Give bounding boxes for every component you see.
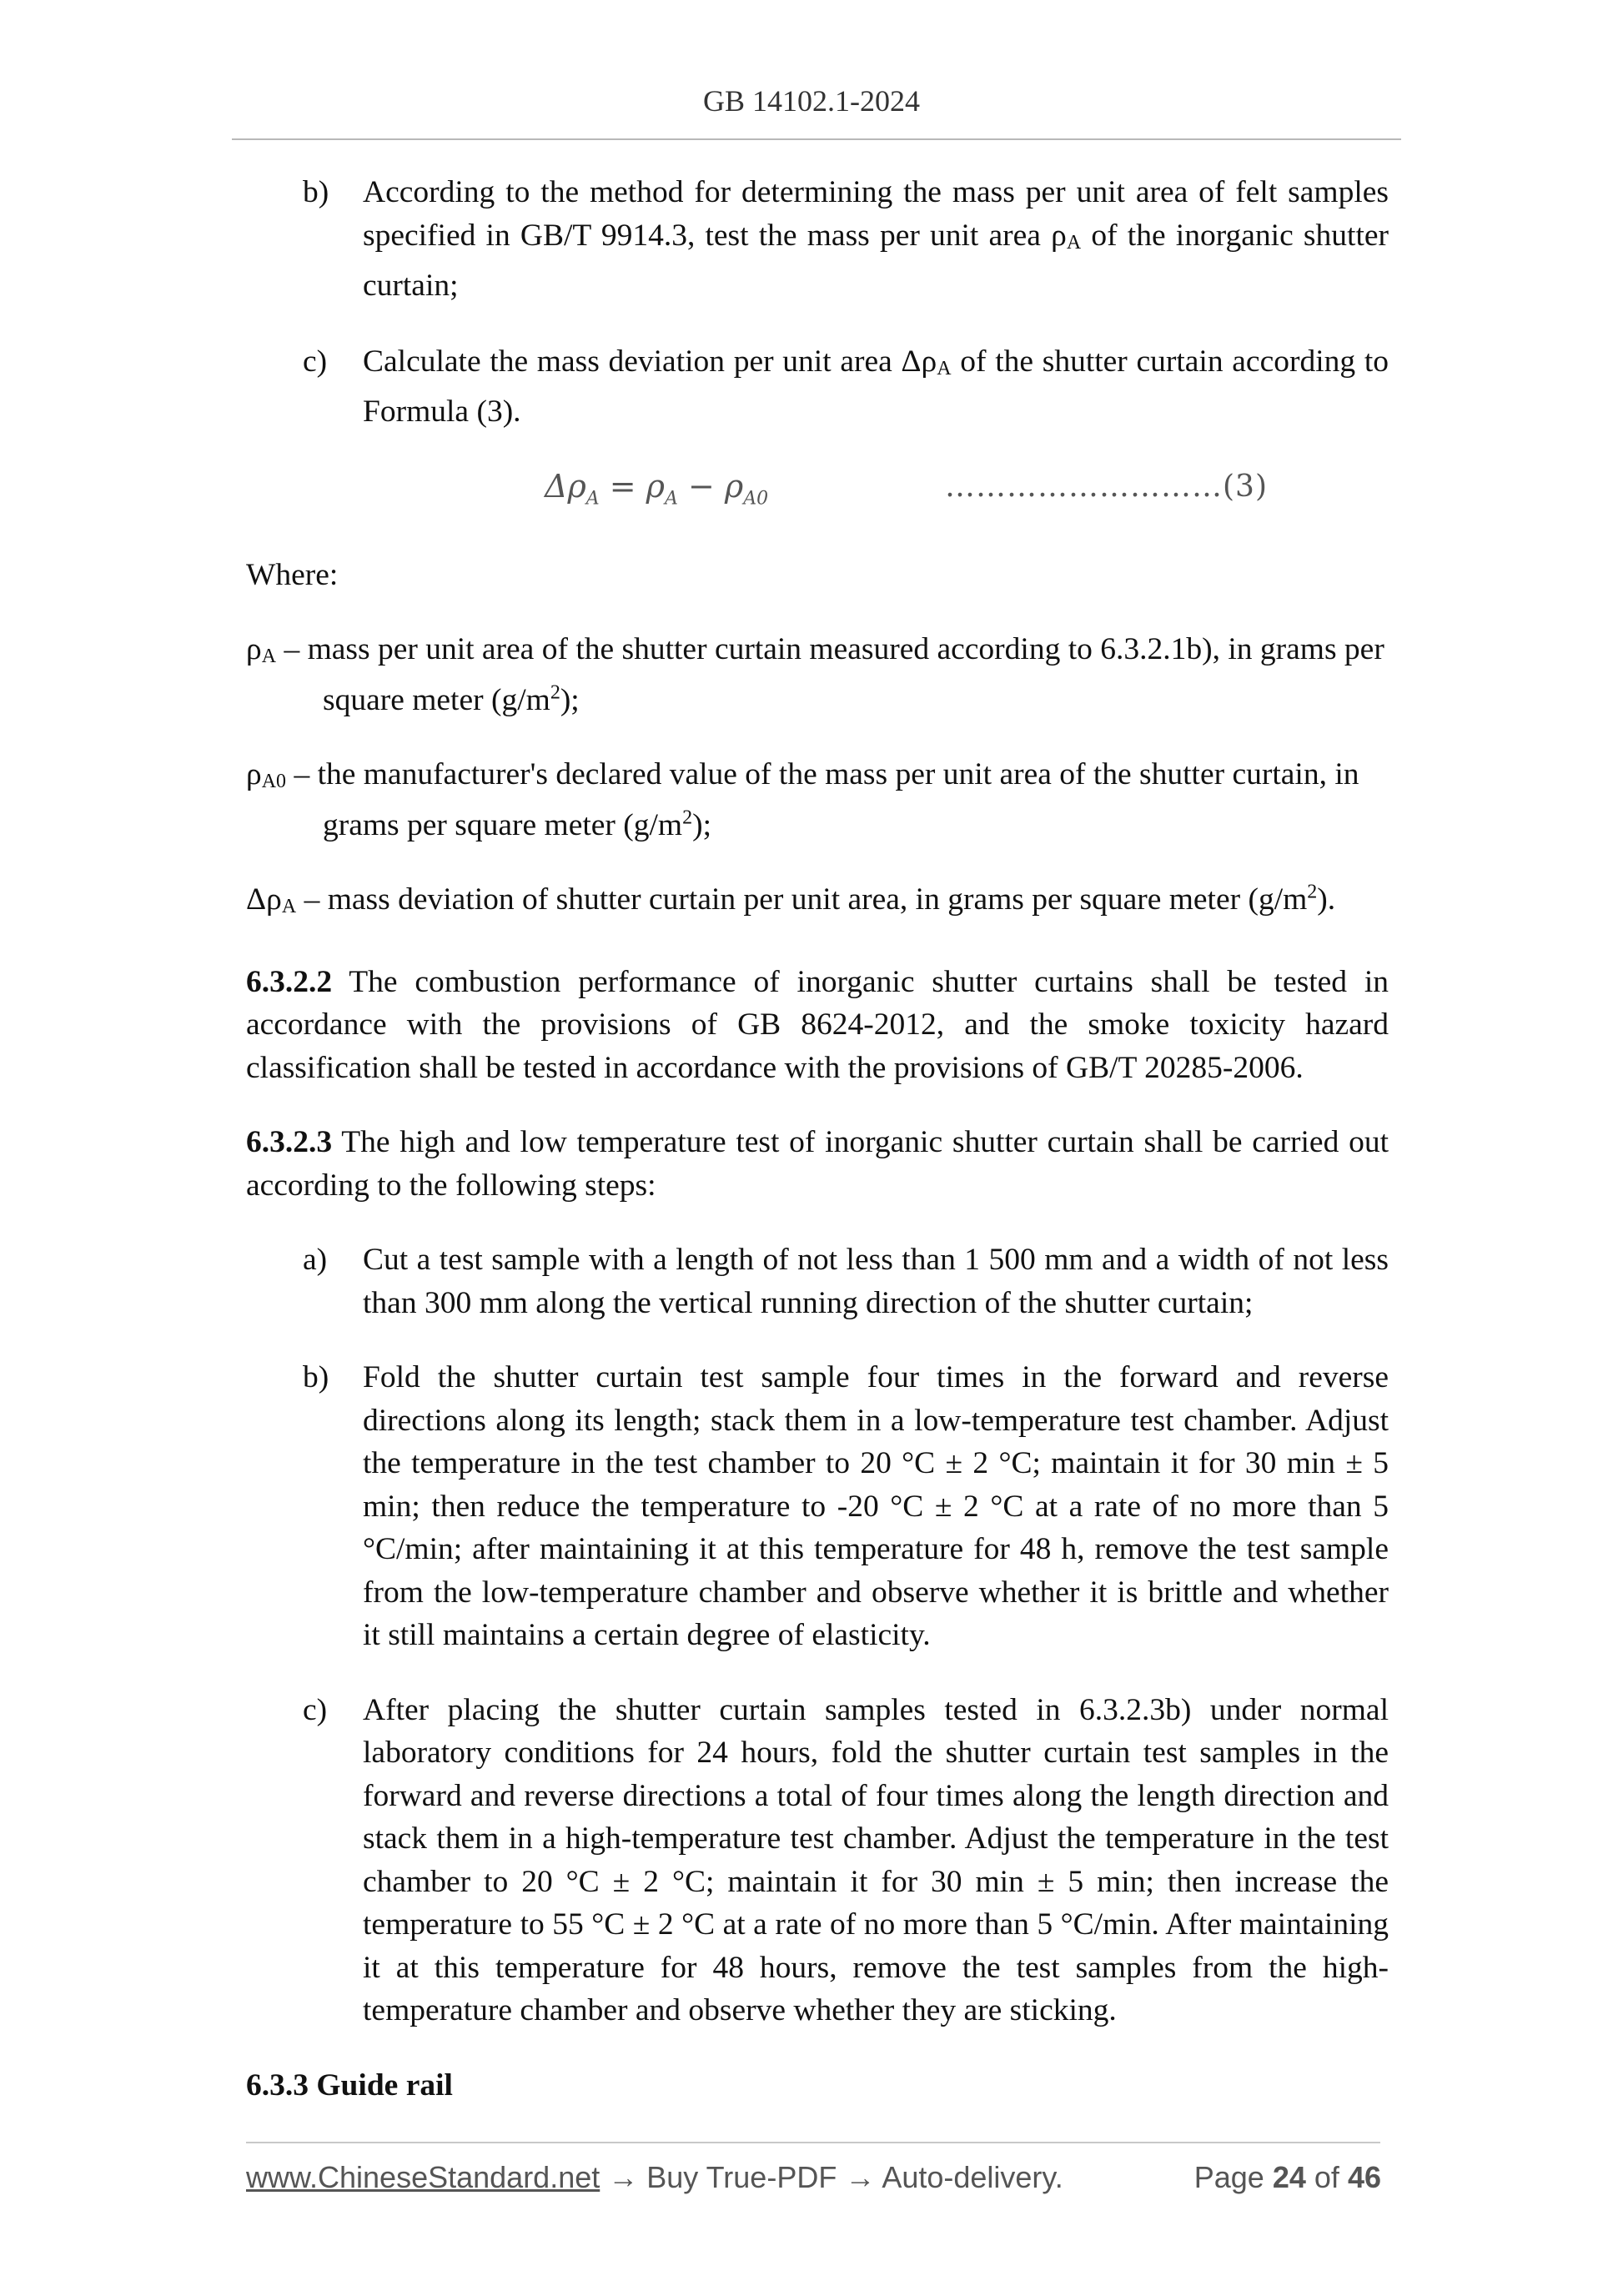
section-6-3-2-2 <box>246 961 1389 1090</box>
total-pages: 46 <box>1347 2160 1381 2194</box>
list-label: b) <box>303 1360 329 1394</box>
document-code-header: GB 14102.1-2024 <box>703 84 920 118</box>
where-label: Where: <box>246 557 339 592</box>
list-item-text: Calculate the mass deviation per unit area ΔρA of the shutter curtain according to Formula (3). <box>363 344 1389 429</box>
current-page-number: 24 <box>1272 2160 1306 2194</box>
section-text: The combustion performance of inorganic shutter curtains shall be tested in accordance with the provisions of GB 8624-2012, and the smoke toxicity hazard classification shall be tested in accordance with the provisions of GB/T 20285-2006. <box>246 964 1389 1085</box>
definition-rho-a0 <box>246 753 1389 847</box>
list-item-text: Fold the shutter curtain test sample four times in the forward and reverse directions along its length; stack them in a low-temperature test chamber. Adjust the temperature in the test chamber to 20 °C ± 2 °C; maintain it for 30 min ± 5 min; then reduce the temperature to -20 °C ± 2 °C at a rate of no more than 5 °C/min; after maintaining it at this temperature for 48 h, remove the test sample from the low-temperature chamber and observe whether it is brittle and whether it still maintains a certain degree of elasticity. <box>363 1360 1389 1652</box>
list-label: c) <box>303 344 328 379</box>
website-link[interactable]: www.ChineseStandard.net <box>246 2160 600 2194</box>
definition-rho-a <box>246 628 1389 721</box>
definition-symbol: ΔρA <box>246 882 297 917</box>
definition-text: – mass deviation of shutter curtain per unit area, in grams per square meter $(g/m^2)$. <box>296 881 1336 917</box>
page-indicator: Page 24 of 46 <box>1193 2160 1381 2194</box>
section-number: 6.3.2.2 <box>246 964 333 999</box>
list-item-text: According to the method for determining the mass per unit area of felt samples specified in GB/T 9914.3, test the mass per unit area ρA of the inorganic shutter curtain; <box>363 175 1389 303</box>
formula-expression: $\Delta\rho_A = \rho_A - \rho_{A0}$ <box>545 467 769 510</box>
formula-number: ………………………(3) <box>945 469 1268 504</box>
definition-text: – the manufacturer's declared value of the mass per unit area of the shutter curtain, in grams per square meter $(g/m^2)$; <box>286 757 1359 842</box>
footer-promo <box>246 2160 1063 2195</box>
list-item-b-low-temperature <box>246 1356 1389 1657</box>
list-label: c) <box>303 1692 328 1727</box>
formula-3 <box>246 464 1389 530</box>
section-6-3-2-3 <box>246 1121 1389 1207</box>
list-item-text: After placing the shutter curtain samples tested in 6.3.2.3b) under normal laboratory conditions for 24 hours, fold the shutter curtain test samples in the forward and reverse directions a total of four times along the length direction and stack them in a high-temperature test chamber. Adjust the temperature in the test chamber to 20 °C ± 2 °C; maintain it for 30 min ± 5 min; then increase the temperature to 55 °C ± 2 °C at a rate of no more than 5 °C/min. After maintaining it at this temperature for 48 hours, remove the test samples from the high-temperature chamber and observe whether they are sticking. <box>363 1692 1389 2027</box>
footer-tagline: → Buy True-PDF → Auto-delivery. <box>600 2160 1063 2194</box>
definition-text: – mass per unit area of the shutter curtain measured according to 6.3.2.1b), in grams per square meter $(g/m^2)$; <box>276 632 1384 717</box>
footer-divider <box>246 2142 1380 2143</box>
list-item-text: Cut a test sample with a length of not less than 1 500 mm and a width of not less than 300 mm along the vertical running direction of the shutter curtain; <box>363 1243 1389 1320</box>
definition-symbol: ρA0 <box>246 757 287 792</box>
section-number: 6.3.2.3 <box>246 1125 333 1159</box>
definition-delta-rho-a <box>246 878 1389 929</box>
header-divider <box>232 138 1401 140</box>
list-item-c-high-temperature <box>246 1689 1389 2032</box>
list-label: b) <box>303 175 329 209</box>
section-heading-6-3-3: 6.3.3 Guide rail <box>246 2067 453 2103</box>
list-item-a-cut-sample <box>246 1238 1389 1324</box>
list-label: a) <box>303 1243 328 1277</box>
list-item-c-mass-deviation <box>246 340 1389 434</box>
list-item-b-mass-test <box>246 171 1389 308</box>
section-text: The high and low temperature test of inorganic shutter curtain shall be carried out according to the following steps: <box>246 1125 1389 1203</box>
document-body <box>246 171 1389 2107</box>
definition-symbol: ρA <box>246 632 277 667</box>
